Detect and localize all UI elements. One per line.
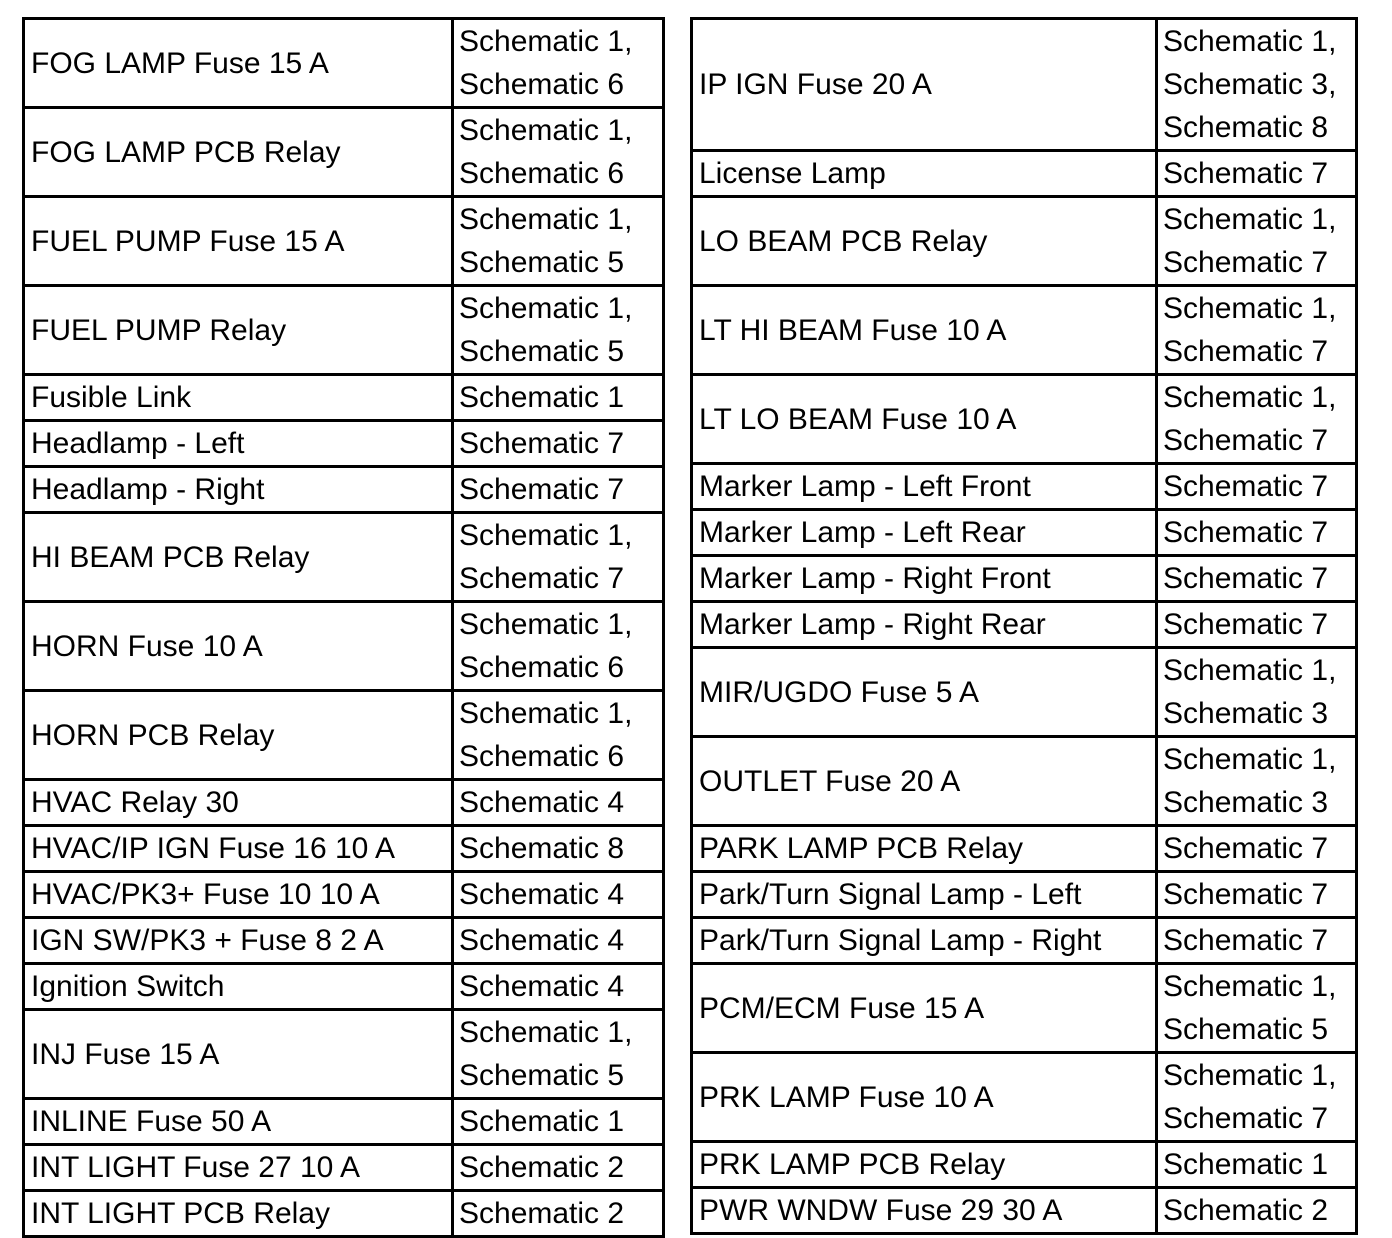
- schematic-refs: [454, 603, 662, 689]
- component-name: MIR/UGDO Fuse 5 A: [693, 649, 1158, 735]
- table-row: [25, 781, 662, 827]
- schematic-refs: [454, 468, 662, 511]
- schematic-ref: Schematic 6: [459, 157, 625, 190]
- schematic-refs: [1158, 511, 1355, 554]
- table-row: [25, 1100, 662, 1146]
- schematic-refs: [1158, 1189, 1355, 1232]
- schematic-refs: [1158, 965, 1355, 1051]
- component-name: PRK LAMP PCB Relay: [693, 1143, 1158, 1186]
- component-name: HVAC/PK3+ Fuse 10 10 A: [25, 873, 454, 916]
- schematic-ref: Schematic 7: [459, 562, 625, 595]
- table-row: [25, 692, 662, 781]
- table-row: [693, 649, 1355, 738]
- schematic-ref: Schematic 7: [1163, 1102, 1329, 1135]
- schematic-ref: Schematic 6: [459, 740, 625, 773]
- schematic-ref: Schematic 7: [1163, 335, 1329, 368]
- schematic-ref: Schematic 7: [1163, 832, 1329, 865]
- table-row: [693, 511, 1355, 557]
- component-name: INT LIGHT PCB Relay: [25, 1192, 454, 1235]
- component-name: INLINE Fuse 50 A: [25, 1100, 454, 1143]
- schematic-ref: Schematic 7: [459, 427, 625, 460]
- schematic-refs: [454, 376, 662, 419]
- schematic-refs: [1158, 827, 1355, 870]
- schematic-refs: [454, 1146, 662, 1189]
- schematic-ref: Schematic 3: [1163, 786, 1329, 819]
- schematic-ref: Schematic 7: [1163, 608, 1329, 641]
- component-name: INT LIGHT Fuse 27 10 A: [25, 1146, 454, 1189]
- component-name: PCM/ECM Fuse 15 A: [693, 965, 1158, 1051]
- schematic-refs: [1158, 465, 1355, 508]
- schematic-refs: [454, 965, 662, 1008]
- table-row: [693, 152, 1355, 198]
- table-row: [25, 603, 662, 692]
- schematic-ref: Schematic 5: [1163, 1013, 1329, 1046]
- schematic-ref: Schematic 1: [1163, 1148, 1329, 1181]
- schematic-ref: Schematic 1,: [459, 25, 633, 58]
- schematic-ref: Schematic 1,: [1163, 203, 1337, 236]
- table-row: [25, 20, 662, 109]
- schematic-ref: Schematic 2: [459, 1151, 625, 1184]
- schematic-refs: [454, 1192, 662, 1235]
- component-name: HVAC/IP IGN Fuse 16 10 A: [25, 827, 454, 870]
- table-row: [25, 1192, 662, 1235]
- schematic-ref: Schematic 5: [459, 246, 625, 279]
- component-name: License Lamp: [693, 152, 1158, 195]
- schematic-ref: Schematic 1,: [459, 114, 633, 147]
- component-name: OUTLET Fuse 20 A: [693, 738, 1158, 824]
- schematic-refs: [1158, 376, 1355, 462]
- table-row: [25, 198, 662, 287]
- schematic-refs: [1158, 919, 1355, 962]
- schematic-ref: Schematic 7: [1163, 424, 1329, 457]
- table-row: [25, 422, 662, 468]
- schematic-ref: Schematic 7: [1163, 470, 1329, 503]
- schematic-ref: Schematic 1: [459, 381, 625, 414]
- component-name: PRK LAMP Fuse 10 A: [693, 1054, 1158, 1140]
- component-name: FOG LAMP Fuse 15 A: [25, 20, 454, 106]
- schematic-refs: [1158, 603, 1355, 646]
- schematic-refs: [1158, 152, 1355, 195]
- component-name: LO BEAM PCB Relay: [693, 198, 1158, 284]
- component-name: HVAC Relay 30: [25, 781, 454, 824]
- table-row: [693, 603, 1355, 649]
- component-name: Marker Lamp - Left Rear: [693, 511, 1158, 554]
- schematic-ref: Schematic 1,: [1163, 381, 1337, 414]
- component-name: PARK LAMP PCB Relay: [693, 827, 1158, 870]
- component-name: Marker Lamp - Left Front: [693, 465, 1158, 508]
- left-component-table: [22, 17, 665, 1238]
- schematic-refs: [454, 873, 662, 916]
- schematic-ref: Schematic 8: [459, 832, 625, 865]
- schematic-ref: Schematic 4: [459, 786, 625, 819]
- table-row: [693, 873, 1355, 919]
- component-name: FUEL PUMP Fuse 15 A: [25, 198, 454, 284]
- schematic-ref: Schematic 7: [1163, 878, 1329, 911]
- table-row: [693, 198, 1355, 287]
- schematic-refs: [1158, 873, 1355, 916]
- component-name: Headlamp - Left: [25, 422, 454, 465]
- component-name: FUEL PUMP Relay: [25, 287, 454, 373]
- schematic-refs: [454, 198, 662, 284]
- table-row: [693, 287, 1355, 376]
- schematic-ref: Schematic 4: [459, 924, 625, 957]
- schematic-refs: [454, 781, 662, 824]
- schematic-ref: Schematic 1,: [1163, 970, 1337, 1003]
- schematic-ref: Schematic 6: [459, 651, 625, 684]
- schematic-ref: Schematic 2: [1163, 1194, 1329, 1227]
- schematic-ref: Schematic 1,: [1163, 25, 1337, 58]
- schematic-refs: [454, 109, 662, 195]
- right-component-table: [690, 17, 1358, 1235]
- table-row: [25, 919, 662, 965]
- schematic-refs: [454, 287, 662, 373]
- component-name: Ignition Switch: [25, 965, 454, 1008]
- schematic-ref: Schematic 6: [459, 68, 625, 101]
- table-row: [25, 827, 662, 873]
- table-row: [693, 465, 1355, 511]
- component-name: IGN SW/PK3 + Fuse 8 2 A: [25, 919, 454, 962]
- schematic-ref: Schematic 7: [459, 473, 625, 506]
- table-row: [693, 738, 1355, 827]
- schematic-ref: Schematic 1,: [459, 1016, 633, 1049]
- component-name: Park/Turn Signal Lamp - Left: [693, 873, 1158, 916]
- component-name: HORN Fuse 10 A: [25, 603, 454, 689]
- component-name: Headlamp - Right: [25, 468, 454, 511]
- schematic-ref: Schematic 5: [459, 1059, 625, 1092]
- schematic-ref: Schematic 1,: [459, 697, 633, 730]
- component-name: FOG LAMP PCB Relay: [25, 109, 454, 195]
- component-name: HI BEAM PCB Relay: [25, 514, 454, 600]
- component-name: INJ Fuse 15 A: [25, 1011, 454, 1097]
- schematic-refs: [454, 1100, 662, 1143]
- schematic-refs: [454, 1011, 662, 1097]
- component-name: Fusible Link: [25, 376, 454, 419]
- component-name: LT LO BEAM Fuse 10 A: [693, 376, 1158, 462]
- table-row: [25, 1146, 662, 1192]
- schematic-ref: Schematic 1,: [1163, 654, 1337, 687]
- schematic-refs: [454, 422, 662, 465]
- schematic-ref: Schematic 1,: [459, 608, 633, 641]
- component-name: Park/Turn Signal Lamp - Right: [693, 919, 1158, 962]
- table-row: [693, 965, 1355, 1054]
- table-row: [25, 109, 662, 198]
- table-row: [693, 1189, 1355, 1232]
- schematic-refs: [1158, 649, 1355, 735]
- component-name: PWR WNDW Fuse 29 30 A: [693, 1189, 1158, 1232]
- schematic-ref: Schematic 1,: [459, 292, 633, 325]
- schematic-ref: Schematic 7: [1163, 924, 1329, 957]
- component-name: LT HI BEAM Fuse 10 A: [693, 287, 1158, 373]
- table-row: [25, 1011, 662, 1100]
- schematic-ref: Schematic 1,: [459, 203, 633, 236]
- table-row: [693, 919, 1355, 965]
- table-row: [25, 873, 662, 919]
- table-row: [693, 1143, 1355, 1189]
- schematic-ref: Schematic 4: [459, 970, 625, 1003]
- schematic-refs: [1158, 557, 1355, 600]
- schematic-ref: Schematic 3: [1163, 697, 1329, 730]
- table-row: [25, 287, 662, 376]
- schematic-ref: Schematic 4: [459, 878, 625, 911]
- schematic-ref: Schematic 1: [459, 1105, 625, 1138]
- schematic-ref: Schematic 1,: [459, 519, 633, 552]
- component-name: Marker Lamp - Right Front: [693, 557, 1158, 600]
- schematic-refs: [454, 20, 662, 106]
- component-name: IP IGN Fuse 20 A: [693, 20, 1158, 149]
- schematic-refs: [454, 919, 662, 962]
- schematic-refs: [454, 692, 662, 778]
- schematic-ref: Schematic 1,: [1163, 1059, 1337, 1092]
- schematic-refs: [454, 827, 662, 870]
- table-row: [693, 827, 1355, 873]
- schematic-ref: Schematic 5: [459, 335, 625, 368]
- table-row: [25, 514, 662, 603]
- table-row: [693, 1054, 1355, 1143]
- schematic-ref: Schematic 2: [459, 1197, 625, 1230]
- table-row: [693, 376, 1355, 465]
- schematic-ref: Schematic 7: [1163, 246, 1329, 279]
- schematic-ref: Schematic 7: [1163, 516, 1329, 549]
- schematic-refs: [1158, 1054, 1355, 1140]
- table-row: [25, 376, 662, 422]
- component-name: HORN PCB Relay: [25, 692, 454, 778]
- schematic-refs: [1158, 1143, 1355, 1186]
- component-name: Marker Lamp - Right Rear: [693, 603, 1158, 646]
- schematic-ref: Schematic 3,: [1163, 68, 1337, 101]
- schematic-ref: Schematic 1,: [1163, 743, 1337, 776]
- table-row: [693, 20, 1355, 152]
- schematic-ref: Schematic 8: [1163, 111, 1329, 144]
- schematic-ref: Schematic 7: [1163, 157, 1329, 190]
- schematic-refs: [1158, 287, 1355, 373]
- schematic-refs: [1158, 198, 1355, 284]
- schematic-refs: [1158, 20, 1355, 149]
- table-row: [693, 557, 1355, 603]
- schematic-ref: Schematic 7: [1163, 562, 1329, 595]
- table-row: [25, 965, 662, 1011]
- schematic-refs: [454, 514, 662, 600]
- schematic-ref: Schematic 1,: [1163, 292, 1337, 325]
- table-row: [25, 468, 662, 514]
- schematic-refs: [1158, 738, 1355, 824]
